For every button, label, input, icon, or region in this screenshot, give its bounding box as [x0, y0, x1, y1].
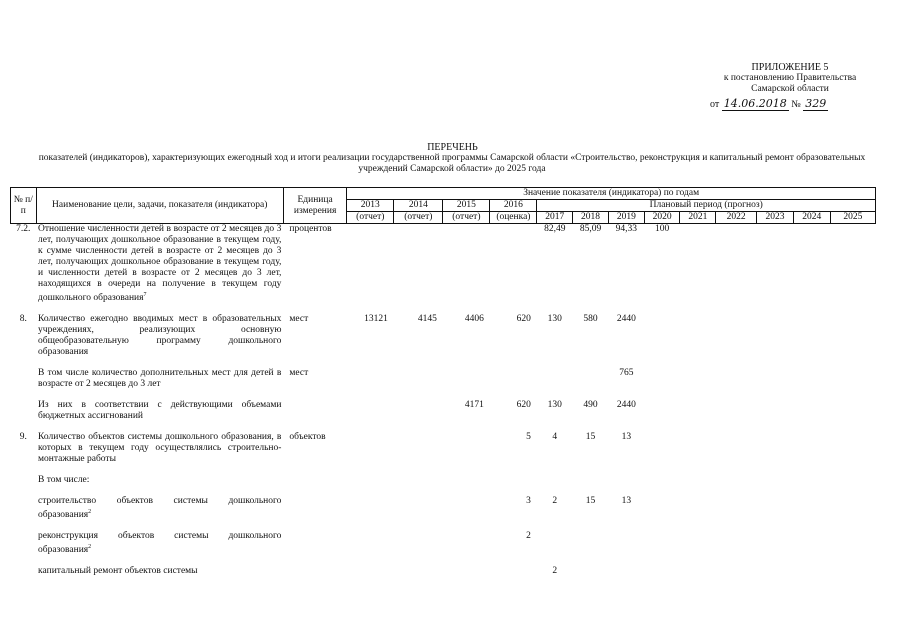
- indicators-table: [10, 187, 876, 587]
- value-cell: [716, 531, 757, 556]
- value-cell: [394, 400, 443, 422]
- row-spacer-cell: [11, 358, 876, 368]
- value-cell: [830, 475, 875, 486]
- value-cell: [680, 368, 716, 390]
- row-number: 8.: [19, 314, 27, 325]
- value-cell: 490: [583, 400, 598, 411]
- value-cell: 765: [619, 368, 634, 379]
- value-cell: [347, 566, 394, 577]
- indicator-name-text: В том числе количество дополнительных мест для детей в возрасте от 2 месяцев до 3 лет: [38, 368, 282, 390]
- row-spacer-cell: [11, 556, 876, 566]
- value-cell: [347, 432, 394, 465]
- row-number: [11, 531, 37, 556]
- handwritten-number: 329: [805, 97, 827, 110]
- value-cell: [830, 368, 875, 390]
- value-cell: 13: [621, 496, 632, 507]
- value-cell: [793, 566, 830, 577]
- value-cell: [644, 566, 680, 577]
- header-name: Наименование цели, задачи, показателя (индикатора): [36, 188, 283, 224]
- header-plan-group: Плановый период (прогноз): [537, 200, 876, 212]
- value-cell: [490, 224, 537, 305]
- value-cell: [644, 400, 680, 422]
- value-cell: 5: [526, 432, 531, 443]
- indicator-name-text: реконструкция объектов системы дошкольного образования: [38, 531, 282, 556]
- value-cell: [830, 566, 875, 577]
- value-cell: [716, 314, 757, 358]
- indicator-unit: [283, 531, 346, 556]
- value-cell: 85,09: [579, 224, 602, 234]
- header-2015-note: (отчет): [443, 212, 490, 224]
- row-spacer: [11, 390, 876, 400]
- indicator-unit: [283, 566, 346, 577]
- value-cell: [716, 475, 757, 486]
- row-spacer: [11, 486, 876, 496]
- value-cell: [644, 314, 680, 358]
- value-cell: [830, 224, 875, 305]
- indicator-unit: объектов: [289, 432, 326, 443]
- row-number: [11, 368, 37, 390]
- value-cell: [394, 432, 443, 465]
- value-cell: [537, 531, 573, 556]
- value-cell: [644, 475, 680, 486]
- value-cell: [680, 496, 716, 521]
- value-cell: [608, 475, 644, 486]
- value-cell: [716, 224, 757, 305]
- indicator-name-text: Из них в соответствии с действующими объемами бюджетных ассигнований: [38, 400, 282, 422]
- table-row: [11, 496, 876, 521]
- value-cell: [680, 400, 716, 422]
- value-cell: [716, 566, 757, 577]
- value-cell: [757, 475, 794, 486]
- value-cell: [443, 566, 490, 577]
- header-2016-note: (оценка): [490, 212, 537, 224]
- value-cell: [490, 566, 537, 577]
- value-cell: [347, 224, 394, 305]
- value-cell: 82,49: [544, 224, 566, 234]
- indicator-unit: [283, 496, 346, 521]
- value-cell: [793, 224, 830, 305]
- header-plan-year: 2020: [644, 212, 680, 224]
- indicator-name: [36, 432, 283, 465]
- value-cell: [347, 496, 394, 521]
- table-row: [11, 531, 876, 556]
- value-cell: [757, 432, 794, 465]
- value-cell: [443, 496, 490, 521]
- header-plan-year: 2022: [716, 212, 757, 224]
- value-cell: [347, 400, 394, 422]
- row-spacer: [11, 358, 876, 368]
- value-cell: [394, 224, 443, 305]
- value-cell: [347, 475, 394, 486]
- value-cell: 100: [654, 224, 670, 234]
- indicator-unit: [283, 475, 346, 486]
- value-cell: 2440: [616, 400, 636, 411]
- value-cell: [757, 314, 794, 358]
- value-cell: [757, 400, 794, 422]
- header-plan-year: 2018: [573, 212, 609, 224]
- row-spacer: [11, 304, 876, 314]
- indicator-name: [36, 531, 283, 556]
- indicator-unit: процентов: [289, 224, 332, 234]
- value-cell: 3: [526, 496, 531, 507]
- value-cell: 580: [583, 314, 598, 325]
- table-body: [11, 224, 876, 588]
- value-cell: [680, 531, 716, 556]
- indicator-unit: мест: [289, 368, 309, 379]
- row-number: [11, 400, 37, 422]
- value-cell: [644, 432, 680, 465]
- table-row: [11, 475, 876, 486]
- value-cell: [443, 224, 490, 305]
- indicator-name-text: Количество объектов системы дошкольного образования, в которых в текущем году осуществлялись строительно-монтажные работы: [38, 432, 282, 465]
- value-cell: [573, 566, 609, 577]
- value-cell: [443, 475, 490, 486]
- value-cell: 130: [547, 400, 562, 411]
- value-cell: [608, 531, 644, 556]
- table-row: [11, 432, 876, 465]
- value-cell: [793, 314, 830, 358]
- value-cell: [394, 566, 443, 577]
- value-cell: [347, 531, 394, 556]
- row-number: [11, 475, 37, 486]
- value-cell: 4: [552, 432, 558, 443]
- value-cell: [537, 475, 573, 486]
- value-cell: 15: [585, 496, 596, 507]
- value-cell: 2: [552, 496, 558, 507]
- value-cell: 4171: [464, 400, 484, 411]
- value-cell: [793, 400, 830, 422]
- value-cell: [757, 496, 794, 521]
- value-cell: [830, 314, 875, 358]
- value-cell: [644, 368, 680, 390]
- row-spacer: [11, 556, 876, 566]
- row-number: [11, 566, 37, 577]
- value-cell: [573, 475, 609, 486]
- value-cell: [793, 496, 830, 521]
- value-cell: [490, 368, 537, 390]
- header-plan-year: 2019: [608, 212, 644, 224]
- table-row: [11, 566, 876, 577]
- header-plan-year: 2024: [793, 212, 830, 224]
- value-cell: [757, 531, 794, 556]
- value-cell: [537, 368, 573, 390]
- row-spacer-cell: [11, 486, 876, 496]
- indicator-name-text: строительство объектов системы дошкольного образования: [38, 496, 282, 521]
- header-year-2015: 2015: [443, 200, 490, 212]
- value-cell: [394, 531, 443, 556]
- value-cell: [716, 432, 757, 465]
- indicator-name-text: капитальный ремонт объектов системы: [38, 566, 198, 577]
- value-cell: [573, 531, 609, 556]
- indicator-name: [36, 400, 283, 422]
- row-spacer: [11, 465, 876, 475]
- appendix-date-number: [690, 98, 890, 110]
- value-cell: 2: [526, 531, 531, 542]
- handwritten-date: 14.06.2018: [723, 97, 787, 110]
- value-cell: [793, 475, 830, 486]
- value-cell: 620: [516, 400, 531, 411]
- value-cell: [680, 224, 716, 305]
- indicator-name-text: Количество ежегодно вводимых мест в образовательных учреждениях, реализующих основную общеобразовательную программу дошкольного образования: [38, 314, 282, 358]
- footnote-mark: 2: [88, 544, 92, 551]
- value-cell: [680, 475, 716, 486]
- value-cell: [830, 400, 875, 422]
- appendix-region-line: Самарской области: [751, 84, 829, 94]
- value-cell: [394, 368, 443, 390]
- indicator-unit: мест: [289, 314, 309, 325]
- value-cell: [830, 496, 875, 521]
- date-prefix: от: [710, 99, 720, 110]
- table-row: [11, 400, 876, 422]
- header-no: № п/п: [11, 188, 37, 224]
- document-title: ПЕРЕЧЕНЬ: [427, 142, 478, 153]
- appendix-block: [690, 62, 890, 110]
- table-row: [11, 314, 876, 358]
- indicator-name: [36, 224, 283, 305]
- row-spacer-cell: [11, 390, 876, 400]
- value-cell: [443, 368, 490, 390]
- header-plan-year: 2023: [757, 212, 794, 224]
- value-cell: [793, 432, 830, 465]
- indicator-name: [36, 314, 283, 358]
- value-cell: [793, 368, 830, 390]
- header-year-2016: 2016: [490, 200, 537, 212]
- value-cell: [716, 400, 757, 422]
- header-values-group: Значение показателя (индикатора) по годам: [347, 188, 876, 200]
- header-year-2014: 2014: [394, 200, 443, 212]
- row-number: 9.: [19, 432, 27, 443]
- value-cell: 2440: [616, 314, 636, 325]
- value-cell: [394, 496, 443, 521]
- value-cell: [830, 432, 875, 465]
- value-cell: 130: [547, 314, 562, 325]
- indicator-name-text: Отношение численности детей в возрасте от 2 месяцев до 3 лет, получающих дошкольное образование в текущем году, к сумме численности детей в возрасте от 2 месяцев до 3 лет, получающих дошкольное образование в текущем году, и численности детей в возрасте от 2 месяцев до 3 лет, находящихся в очереди на получение в текущем году дошкольного образования: [38, 224, 282, 304]
- value-cell: [608, 566, 644, 577]
- value-cell: [680, 566, 716, 577]
- header-plan-year: 2017: [537, 212, 573, 224]
- value-cell: [490, 475, 537, 486]
- header-unit: Единица измерения: [283, 188, 346, 224]
- row-spacer: [11, 422, 876, 432]
- value-cell: [644, 496, 680, 521]
- value-cell: [757, 566, 794, 577]
- indicator-unit: [283, 400, 346, 422]
- value-cell: 4406: [464, 314, 484, 325]
- value-cell: [757, 368, 794, 390]
- value-cell: 13: [621, 432, 632, 443]
- row-spacer: [11, 577, 876, 587]
- table-row: [11, 224, 876, 305]
- indicator-name: [36, 368, 283, 390]
- row-number: [11, 496, 37, 521]
- value-cell: [793, 531, 830, 556]
- value-cell: [394, 475, 443, 486]
- value-cell: 94,33: [615, 224, 637, 234]
- value-cell: [680, 314, 716, 358]
- value-cell: 15: [585, 432, 596, 443]
- row-spacer-cell: [11, 304, 876, 314]
- value-cell: 13121: [364, 314, 388, 325]
- value-cell: 620: [516, 314, 531, 325]
- header-year-2013: 2013: [347, 200, 394, 212]
- value-cell: [644, 531, 680, 556]
- row-number: 7.2.: [16, 224, 31, 234]
- value-cell: [573, 368, 609, 390]
- value-cell: [716, 368, 757, 390]
- document-subtitle: показателей (индикаторов), характеризующих ежегодный ход и итоги реализации государственной программы Самарской области «Строительство, реконструкция и капитальный ремонт образовательных учреждений Самарской области» до 2025 года: [38, 153, 866, 174]
- footnote-mark: 2: [88, 509, 92, 516]
- value-cell: [347, 368, 394, 390]
- indicator-name-text: В том числе:: [38, 475, 90, 486]
- row-spacer-cell: [11, 422, 876, 432]
- value-cell: [830, 531, 875, 556]
- footnote-mark: 7: [143, 292, 147, 298]
- header-plan-year: 2025: [830, 212, 875, 224]
- indicator-name: [36, 496, 283, 521]
- value-cell: [443, 531, 490, 556]
- header-2013-note: (отчет): [347, 212, 394, 224]
- table-row: [11, 368, 876, 390]
- value-cell: [680, 432, 716, 465]
- value-cell: [757, 224, 794, 305]
- value-cell: [443, 432, 490, 465]
- row-spacer-cell: [11, 521, 876, 531]
- header-2014-note: (отчет): [394, 212, 443, 224]
- value-cell: 2: [552, 566, 558, 577]
- value-cell: [716, 496, 757, 521]
- number-prefix: №: [791, 99, 801, 110]
- row-spacer: [11, 521, 876, 531]
- header-plan-year: 2021: [680, 212, 716, 224]
- value-cell: 4145: [417, 314, 437, 325]
- row-spacer-cell: [11, 577, 876, 587]
- indicator-name: [36, 566, 283, 577]
- indicator-name: [36, 475, 283, 486]
- appendix-title: ПРИЛОЖЕНИЕ 5: [751, 62, 829, 73]
- row-spacer-cell: [11, 465, 876, 475]
- appendix-decree-line: к постановлению Правительства: [723, 73, 857, 83]
